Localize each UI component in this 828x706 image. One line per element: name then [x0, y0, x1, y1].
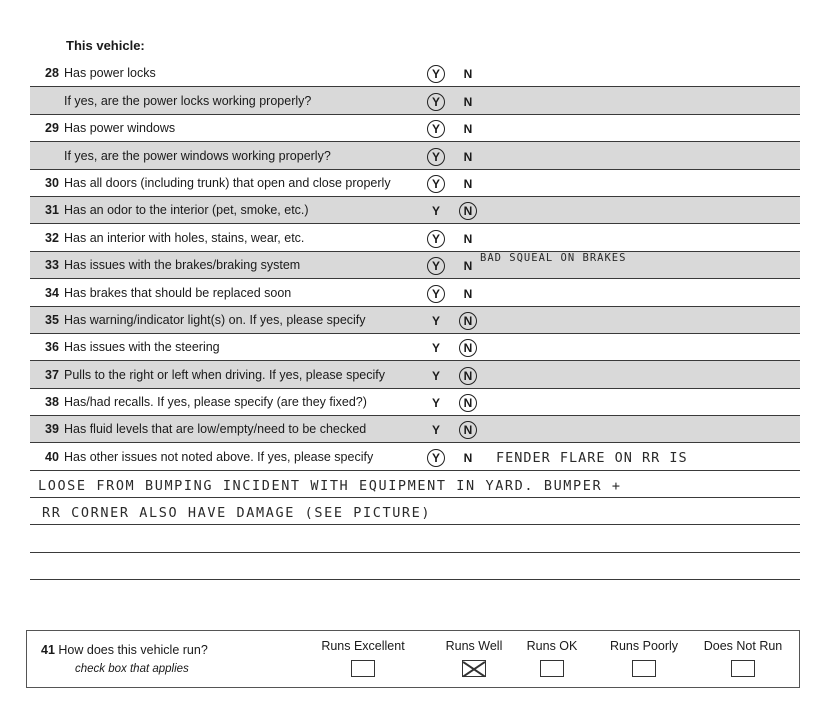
question-text: Pulls to the right or left when driving. If yes, please specify — [64, 367, 385, 382]
question-list — [30, 60, 800, 471]
yes-option[interactable]: Y — [431, 341, 440, 356]
yes-option[interactable]: Y — [428, 150, 444, 164]
question-number: 34 — [45, 285, 59, 300]
question-text: If yes, are the power locks working properly? — [64, 93, 312, 108]
no-option[interactable]: N — [460, 423, 476, 437]
section-title: This vehicle: — [66, 38, 145, 53]
yes-option[interactable]: Y — [428, 451, 444, 465]
yes-option[interactable]: Y — [431, 423, 440, 438]
question-number: 36 — [45, 340, 59, 355]
question-number: 31 — [45, 203, 59, 218]
run-option-checkbox[interactable] — [632, 660, 656, 677]
yes-option[interactable]: Y — [428, 287, 444, 301]
question-number: 40 — [45, 449, 59, 464]
run-option-checkbox[interactable] — [462, 660, 486, 677]
question-text: Has power locks — [64, 66, 156, 81]
yes-option[interactable]: Y — [431, 313, 440, 328]
yes-option[interactable]: Y — [428, 122, 444, 136]
question-number: 29 — [45, 121, 59, 136]
question-number: 33 — [45, 258, 59, 273]
question-row — [30, 197, 800, 224]
handwritten-note: FENDER FLARE ON RR IS — [496, 449, 688, 466]
question-row — [30, 142, 800, 169]
yes-option[interactable]: Y — [428, 95, 444, 109]
question-text: If yes, are the power windows working properly? — [64, 148, 331, 163]
question-row — [30, 389, 800, 416]
no-option[interactable]: N — [460, 396, 476, 410]
question-row — [30, 224, 800, 251]
question-text: Has all doors (including trunk) that open and close properly — [64, 175, 391, 190]
question-row — [30, 334, 800, 361]
question-text: Has/had recalls. If yes, please specify (are they fixed?) — [64, 395, 367, 410]
yes-option[interactable]: Y — [428, 259, 444, 273]
write-in-line — [30, 497, 800, 498]
run-option-checkbox[interactable] — [351, 660, 375, 677]
question-text: Has an interior with holes, stains, wear, etc. — [64, 230, 305, 245]
question-row — [30, 443, 800, 470]
write-in-line — [30, 524, 800, 525]
question-number: 28 — [45, 66, 59, 81]
handwritten-note: BAD SQUEAL ON BRAKES — [480, 251, 627, 264]
run-option-checkbox[interactable] — [540, 660, 564, 677]
question-text: Has brakes that should be replaced soon — [64, 285, 292, 300]
question-row — [30, 60, 800, 87]
no-option[interactable]: N — [463, 231, 473, 246]
run-condition-box — [26, 630, 800, 688]
yes-option[interactable]: Y — [431, 368, 440, 383]
question-text: Has issues with the steering — [64, 340, 220, 355]
question-row — [30, 87, 800, 114]
question-row — [30, 279, 800, 306]
question-row — [30, 115, 800, 142]
run-question-text: How does this vehicle run? — [58, 643, 208, 657]
question-number: 32 — [45, 230, 59, 245]
yes-option[interactable]: Y — [431, 204, 440, 219]
question-text: Has other issues not noted above. If yes, please specify — [64, 449, 374, 464]
write-in-line — [30, 552, 800, 553]
handwritten-text-line: RR CORNER ALSO HAVE DAMAGE (SEE PICTURE) — [42, 505, 432, 521]
question-text: Has issues with the brakes/braking system — [64, 258, 301, 273]
yes-option[interactable]: Y — [428, 67, 444, 81]
question-number: 30 — [45, 175, 59, 190]
question-number: 35 — [45, 312, 59, 327]
question-number: 38 — [45, 395, 59, 410]
run-option — [683, 639, 803, 680]
no-option[interactable]: N — [463, 94, 473, 109]
question-row — [30, 361, 800, 388]
no-option[interactable]: N — [463, 122, 473, 137]
no-option[interactable]: N — [460, 369, 476, 383]
no-option[interactable]: N — [460, 341, 476, 355]
no-option[interactable]: N — [463, 67, 473, 82]
no-option[interactable]: N — [463, 149, 473, 164]
run-question — [41, 643, 208, 657]
run-question-number: 41 — [41, 643, 55, 657]
run-option-checkbox[interactable] — [731, 660, 755, 677]
run-option — [303, 639, 423, 680]
question-text: Has power windows — [64, 121, 176, 136]
no-option[interactable]: N — [460, 314, 476, 328]
question-row — [30, 416, 800, 443]
run-option-label: Runs Excellent — [321, 639, 405, 653]
no-option[interactable]: N — [463, 286, 473, 301]
question-text: Has warning/indicator light(s) on. If yes, please specify — [64, 312, 366, 327]
no-option[interactable]: N — [460, 204, 476, 218]
question-row — [30, 170, 800, 197]
question-row — [30, 252, 800, 279]
no-option[interactable]: N — [463, 176, 473, 191]
run-option-label: Runs OK — [526, 639, 578, 653]
question-number: 37 — [45, 367, 59, 382]
question-text: Has an odor to the interior (pet, smoke, etc.) — [64, 203, 309, 218]
no-option[interactable]: N — [463, 450, 473, 465]
handwritten-text-line: LOOSE FROM BUMPING INCIDENT WITH EQUIPMENT IN YARD. BUMPER + — [38, 478, 622, 494]
question-row — [30, 307, 800, 334]
run-option-label: Runs Well — [445, 639, 503, 653]
yes-option[interactable]: Y — [431, 396, 440, 411]
question-text: Has fluid levels that are low/empty/need to be checked — [64, 422, 367, 437]
run-option-label: Does Not Run — [703, 639, 783, 653]
no-option[interactable]: N — [463, 259, 473, 274]
run-hint: check box that applies — [75, 663, 189, 675]
yes-option[interactable]: Y — [428, 177, 444, 191]
run-option-label: Runs Poorly — [609, 639, 679, 653]
write-in-line — [30, 579, 800, 580]
yes-option[interactable]: Y — [428, 232, 444, 246]
question-number: 39 — [45, 422, 59, 437]
